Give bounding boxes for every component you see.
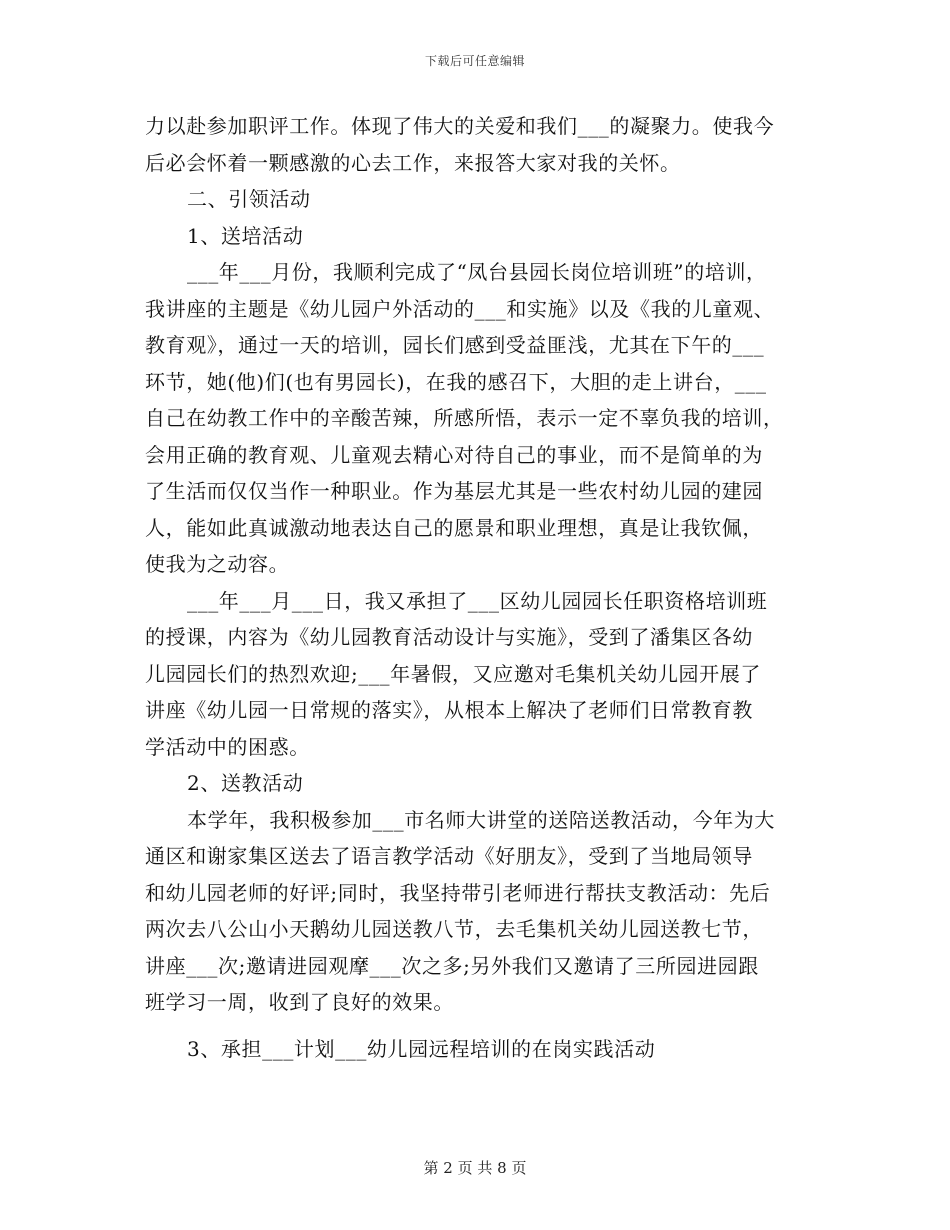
subsection-heading: 2、送教活动 (187, 771, 304, 795)
body-line: ___年___月份，我顺利完成了“凤台县园长岗位培训班”的培训， (187, 260, 767, 284)
section-heading: 二、引领活动 (187, 187, 311, 211)
body-line: 人，能如此真诚激动地表达自己的愿景和职业理想，真是让我钦佩， (145, 515, 763, 540)
body-line: 学活动中的困惑。 (145, 734, 310, 759)
spacer (145, 1021, 805, 1031)
document-body (145, 108, 805, 1067)
body-line: 本学年，我积极参加___市名师大讲堂的送陪送教活动，今年为大 (187, 807, 775, 832)
body-line: 讲座《幼儿园一日常规的落实》，从根本上解决了老师们日常教育教 (145, 698, 753, 722)
body-line: 教育观》，通过一天的培训，园长们感到受益匪浅，尤其在下午的___ (145, 333, 765, 357)
body-line: 两次去八公山小天鹅幼儿园送教八节，去毛集机关幼儿园送教七节， (145, 917, 763, 941)
body-line: 自己在幼教工作中的辛酸苦辣，所感所悟，表示一定不辜负我的培训， (145, 406, 784, 430)
body-line: 和幼儿园老师的好评;同时，我坚持带引老师进行帮扶支教活动：先后 (145, 880, 771, 905)
body-line: 儿园园长们的热烈欢迎;___年暑假，又应邀对毛集机关幼儿园开展了 (145, 661, 761, 686)
body-line: ___年___月___日，我又承担了___区幼儿园园长任职资格培训班 (187, 588, 768, 613)
body-line: 环节，她(他)们(也有男园长)，在我的感召下，大胆的走上讲台，___ (145, 369, 767, 394)
page-number: 第 2 页 共 8 页 (423, 1159, 527, 1177)
subsection-heading: 1、送培活动 (187, 223, 304, 248)
body-line: 了生活而仅仅当作一种职业。作为基层尤其是一些农村幼儿园的建园 (145, 479, 763, 503)
subsection-heading: 3、承担___计划___幼儿园远程培训的在岗实践活动 (187, 1036, 656, 1061)
page-header: 下载后可任意编辑 (424, 54, 525, 68)
body-line: 力以赴参加职评工作。体现了伟大的关爱和我们___的凝聚力。使我今 (145, 114, 775, 138)
body-line: 讲座___次;邀请进园观摩___次之多;另外我们又邀请了三所园进园跟 (145, 953, 759, 978)
body-line: 使我为之动容。 (145, 552, 290, 576)
body-line: 会用正确的教育观、儿童观去精心对待自己的事业，而不是简单的为 (145, 442, 763, 467)
body-line: 后必会怀着一颗感激的心去工作，来报答大家对我的关怀。 (145, 150, 681, 175)
body-line: 班学习一周，收到了良好的效果。 (145, 990, 454, 1014)
body-line: 的授课，内容为《幼儿园教育活动设计与实施》，受到了潘集区各幼 (145, 625, 753, 649)
body-line: 我讲座的主题是《幼儿园户外活动的___和实施》以及《我的儿童观、 (145, 296, 775, 321)
body-line: 通区和谢家集区送去了语言教学活动《好朋友》，受到了当地局领导 (145, 844, 753, 868)
